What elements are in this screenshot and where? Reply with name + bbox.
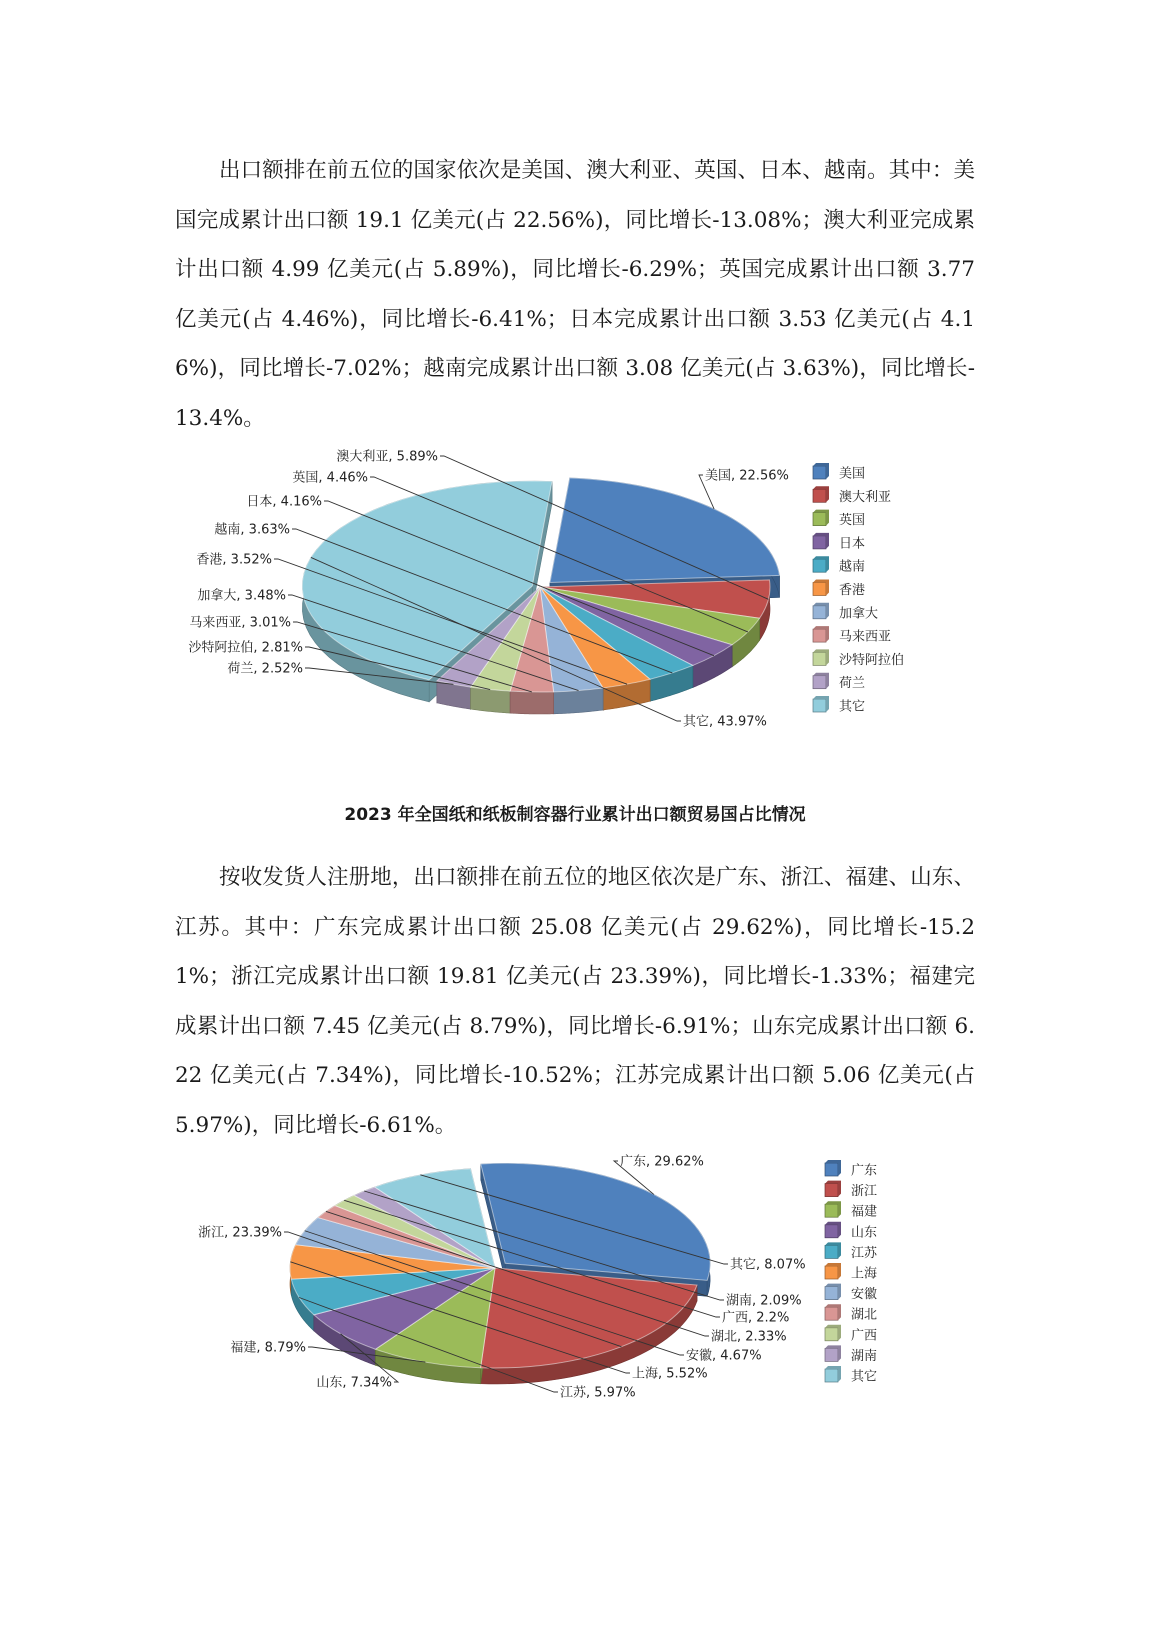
legend-swatch — [825, 1225, 838, 1238]
data-label: 江苏, 5.97% — [560, 1385, 636, 1401]
data-label: 沙特阿拉伯, 2.81% — [188, 640, 303, 656]
legend-swatch — [825, 1369, 838, 1382]
data-label: 马来西亚, 3.01% — [189, 615, 291, 631]
data-label: 澳大利亚, 5.89% — [336, 449, 438, 465]
data-label: 湖南, 2.09% — [726, 1293, 802, 1309]
data-label: 英国, 4.46% — [292, 470, 368, 486]
pie-chart-export-countries — [0, 440, 1150, 740]
legend-entry: 浙江 — [851, 1184, 878, 1200]
legend-entry: 广东 — [851, 1163, 878, 1179]
legend-swatch — [813, 606, 826, 619]
legend-swatch — [813, 652, 826, 665]
legend-entry: 上海 — [851, 1266, 878, 1282]
legend-swatch — [825, 1245, 838, 1258]
legend — [825, 1160, 878, 1385]
data-label: 越南, 3.63% — [214, 522, 290, 538]
legend-swatch — [813, 466, 826, 479]
legend-swatch — [825, 1307, 838, 1320]
legend-swatch — [825, 1184, 838, 1197]
data-label: 安徽, 4.67% — [686, 1348, 762, 1364]
data-label: 其它, 43.97% — [683, 714, 767, 730]
legend-entry: 美国 — [839, 466, 866, 482]
legend-entry: 越南 — [839, 559, 866, 575]
pie-slice-2-0 — [481, 1163, 710, 1280]
legend-entry: 香港 — [839, 583, 866, 598]
legend-entry: 澳大利亚 — [839, 489, 892, 505]
data-label: 香港, 3.52% — [196, 552, 272, 568]
data-label: 广东, 29.62% — [620, 1154, 704, 1170]
paragraph-export-countries: 出口额排在前五位的国家依次是美国、澳大利亚、英国、日本、越南。其中：美国完成累计出口额 19.1 亿美元(占 22.56%)，同比增长-13.08%；澳大利亚完成累计出口额 4.99 亿美元(占 5.89%)，同比增长-6.29%；英国完成累计出口额 3.77 亿美元(占 4.46%)，同比增长-6.41%；日本完成累计出口额 3.53 亿美元(占 4.16%)，同比增长-7.02%；越南完成累计出口额 3.08 亿美元(占 3.63%)，同比增长-13.4%。 — [175, 158, 975, 431]
legend-entry: 加拿大 — [839, 606, 879, 622]
paragraph-export-regions: 按收发货人注册地，出口额排在前五位的地区依次是广东、浙江、福建、山东、江苏。其中：广东完成累计出口额 25.08 亿美元(占 29.62%)，同比增长-15.21%；浙江完成累计出口额 19.81 亿美元(占 23.39%)，同比增长-1.33%；福建完成累计出口额 7.45 亿美元(占 8.79%)，同比增长-6.91%；山东完成累计出口额 6.22 亿美元(占 7.34%)，同比增长-10.52%；江苏完成累计出口额 5.06 亿美元(占 5.97%)，同比增长-6.61%。 — [175, 865, 975, 1138]
legend-swatch — [825, 1163, 838, 1176]
legend-swatch — [813, 583, 826, 596]
legend-entry: 其它 — [851, 1369, 878, 1385]
legend-swatch — [813, 629, 826, 642]
legend-swatch — [813, 559, 826, 572]
legend-entry: 荷兰 — [839, 676, 866, 692]
data-label: 上海, 5.52% — [632, 1366, 708, 1382]
legend-swatch — [813, 699, 826, 712]
legend-entry: 安徽 — [851, 1287, 878, 1303]
legend-entry: 湖南 — [851, 1348, 878, 1364]
legend-entry: 马来西亚 — [839, 629, 892, 645]
data-label: 福建, 8.79% — [230, 1340, 306, 1356]
legend-entry: 山东 — [851, 1225, 878, 1241]
pie-slice-rim — [510, 691, 553, 714]
legend-swatch — [825, 1204, 838, 1217]
chart-caption: 2023 年全国纸和纸板制容器行业累计出口额贸易国占比情况 — [344, 805, 806, 825]
legend — [813, 463, 904, 715]
data-label: 其它, 8.07% — [730, 1257, 806, 1273]
legend-swatch — [813, 676, 826, 689]
data-label: 荷兰, 2.52% — [227, 661, 303, 677]
legend-swatch — [825, 1328, 838, 1341]
legend-swatch — [813, 513, 826, 526]
legend-swatch — [825, 1266, 838, 1279]
legend-swatch — [825, 1348, 838, 1361]
data-label: 日本, 4.16% — [246, 494, 322, 510]
legend-swatch — [813, 536, 826, 549]
legend-swatch — [813, 489, 826, 502]
data-label: 湖北, 2.33% — [711, 1329, 787, 1345]
legend-entry: 江苏 — [851, 1245, 878, 1261]
legend-entry: 其它 — [839, 699, 866, 715]
legend-entry: 沙特阿拉伯 — [839, 652, 905, 668]
pie-slice-1-0 — [550, 478, 779, 583]
data-label: 广西, 2.2% — [722, 1310, 790, 1326]
legend-entry: 湖北 — [851, 1307, 878, 1323]
legend-entry: 福建 — [851, 1204, 878, 1220]
data-label: 加拿大, 3.48% — [197, 588, 286, 604]
legend-entry: 英国 — [839, 513, 866, 529]
legend-entry: 广西 — [851, 1328, 878, 1344]
pie-chart-export-regions — [0, 1154, 1150, 1425]
legend-swatch — [825, 1287, 838, 1300]
data-label: 浙江, 23.39% — [198, 1225, 282, 1241]
legend-entry: 日本 — [839, 536, 866, 552]
data-label: 美国, 22.56% — [705, 468, 789, 484]
data-label: 山东, 7.34% — [316, 1375, 392, 1391]
